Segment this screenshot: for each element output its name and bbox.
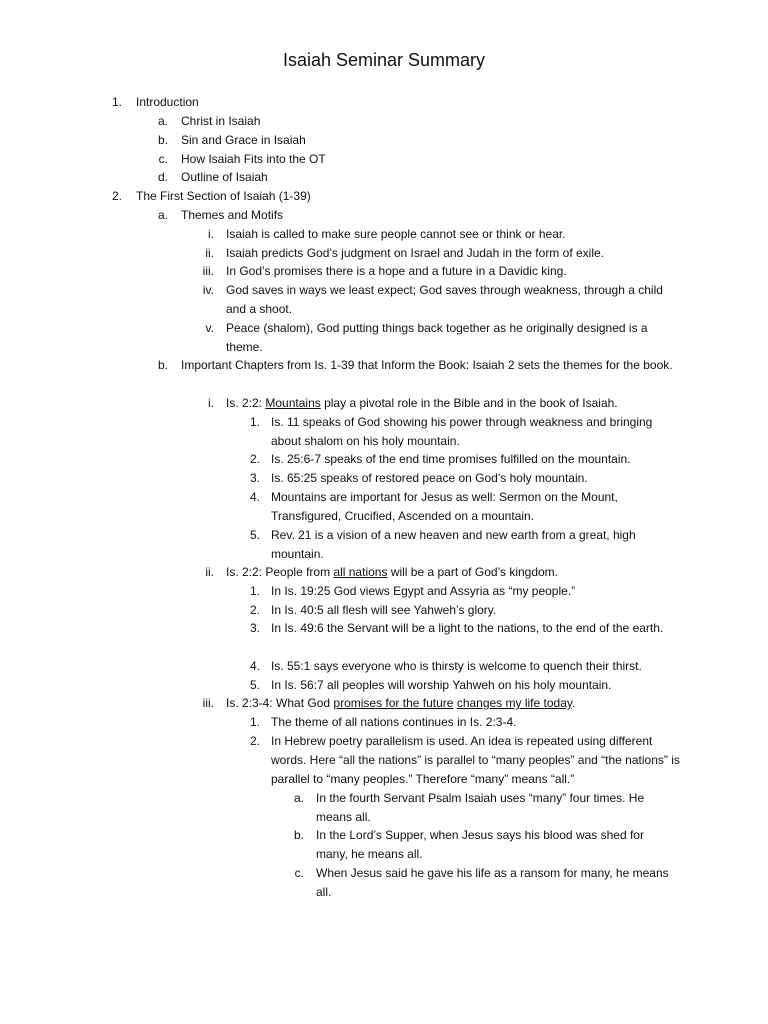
item-text <box>226 563 686 582</box>
list-marker: b. <box>157 133 168 147</box>
list-marker: ii. <box>205 246 214 260</box>
item-text: Rev. 21 is a vision of a new heaven and new earth from a great, high mountain. <box>271 528 636 561</box>
item-text: Is. 25:6-7 speaks of the end time promises fulfilled on the mountain. <box>271 452 631 466</box>
list-marker: b. <box>157 358 168 372</box>
item-text: The theme of all nations continues in Is. 2:3-4. <box>271 715 517 729</box>
item-text: Important Chapters from Is. 1-39 that Inform the Book: Isaiah 2 sets the themes for the book. <box>181 358 673 372</box>
list-marker: 2. <box>249 734 260 748</box>
item-text: In Is. 19:25 God views Egypt and Assyria as “my people.” <box>271 584 576 598</box>
item-text <box>226 694 686 713</box>
page-title: Isaiah Seminar Summary <box>282 50 486 70</box>
item-text: When Jesus said he gave his life as a ransom for many, he means all. <box>316 866 669 899</box>
item-text: Sin and Grace in Isaiah <box>181 133 306 147</box>
item-text: In Is. 40:5 all flesh will see Yahweh’s glory. <box>271 603 497 617</box>
item-text-end: . <box>571 696 576 710</box>
item-text: Is. 65:25 speaks of restored peace on God’s holy mountain. <box>271 471 588 485</box>
item-text: Themes and Motifs <box>181 208 284 222</box>
scripture-reference: Is. 2:3-4: <box>226 696 273 710</box>
item-text: Is. 55:1 says everyone who is thirsty is welcome to quench their thirst. <box>271 659 642 673</box>
list-marker: 3. <box>249 621 260 635</box>
list-marker: iv. <box>202 283 214 297</box>
list-marker: 2. <box>111 189 122 203</box>
list-marker: b. <box>293 828 304 842</box>
list-marker: 1. <box>249 415 260 429</box>
item-text: Peace (shalom), God putting things back together as he originally designed is a theme. <box>226 321 648 354</box>
item-text: Mountains are important for Jesus as well: Sermon on the Mount, Transfigured, Crucified, Ascended on a mountain. <box>271 490 618 523</box>
item-text <box>226 394 686 413</box>
list-marker: 5. <box>249 528 260 542</box>
item-text: Introduction <box>136 95 199 109</box>
item-text: In Is. 49:6 the Servant will be a light to the nations, to the end of the earth. <box>271 621 664 635</box>
item-text: In Is. 56:7 all peoples will worship Yahweh on his holy mountain. <box>271 678 612 692</box>
list-marker: c. <box>158 152 168 166</box>
item-text: God saves in ways we least expect; God saves through weakness, through a child and a shoot. <box>226 283 663 316</box>
item-text: Isaiah is called to make sure people cannot see or think or hear. <box>226 227 566 241</box>
underlined-keyword: changes my life today <box>456 696 572 710</box>
scripture-reference: Is. 2:2: <box>226 565 263 579</box>
list-marker: 1. <box>249 584 260 598</box>
underlined-keyword: Mountains <box>265 396 321 410</box>
list-marker: 2. <box>249 603 260 617</box>
list-marker: v. <box>205 321 214 335</box>
list-marker: iii. <box>202 264 214 278</box>
item-text: Isaiah predicts God’s judgment on Israel and Judah in the form of exile. <box>226 246 604 260</box>
list-marker: i. <box>208 227 214 241</box>
item-text-rest: will be a part of God’s kingdom. <box>390 565 559 579</box>
item-text: In Hebrew poetry parallelism is used. An idea is repeated using different words. Here “all the nations” is parallel to “many peoples” and “the nations” is parallel to “many peoples.” Therefore “many” means “all.” <box>271 734 680 786</box>
underlined-keyword: promises for the future <box>333 696 454 710</box>
list-marker: 4. <box>249 490 260 504</box>
item-text: The First Section of Isaiah (1-39) <box>136 189 311 203</box>
item-text-pre: People from <box>265 565 331 579</box>
item-text: Christ in Isaiah <box>181 114 261 128</box>
list-marker: iii. <box>202 696 214 710</box>
list-marker: 1. <box>111 95 122 109</box>
list-marker: d. <box>157 170 168 184</box>
list-marker: 4. <box>249 659 260 673</box>
item-text: In God’s promises there is a hope and a future in a Davidic king. <box>226 264 567 278</box>
item-text: Is. 11 speaks of God showing his power through weakness and bringing about shalom on his holy mountain. <box>271 415 653 448</box>
list-marker: i. <box>208 396 214 410</box>
list-marker: a. <box>157 208 168 222</box>
item-text: Outline of Isaiah <box>181 170 268 184</box>
list-marker: 5. <box>249 678 260 692</box>
item-text-rest: play a pivotal role in the Bible and in the book of Isaiah. <box>324 396 618 410</box>
item-text: How Isaiah Fits into the OT <box>181 152 326 166</box>
item-text-pre: What God <box>276 696 331 710</box>
list-marker: ii. <box>205 565 214 579</box>
list-marker: a. <box>157 114 168 128</box>
underlined-keyword: all nations <box>333 565 388 579</box>
list-marker: 2. <box>249 452 260 466</box>
list-marker: 3. <box>249 471 260 485</box>
scripture-reference: Is. 2:2: <box>226 396 263 410</box>
list-marker: 1. <box>249 715 260 729</box>
list-marker: c. <box>294 866 304 880</box>
list-marker: a. <box>293 791 304 805</box>
item-text: In the Lord’s Supper, when Jesus says his blood was shed for many, he means all. <box>316 828 644 861</box>
item-text: In the fourth Servant Psalm Isaiah uses “many” four times. He means all. <box>316 791 645 824</box>
